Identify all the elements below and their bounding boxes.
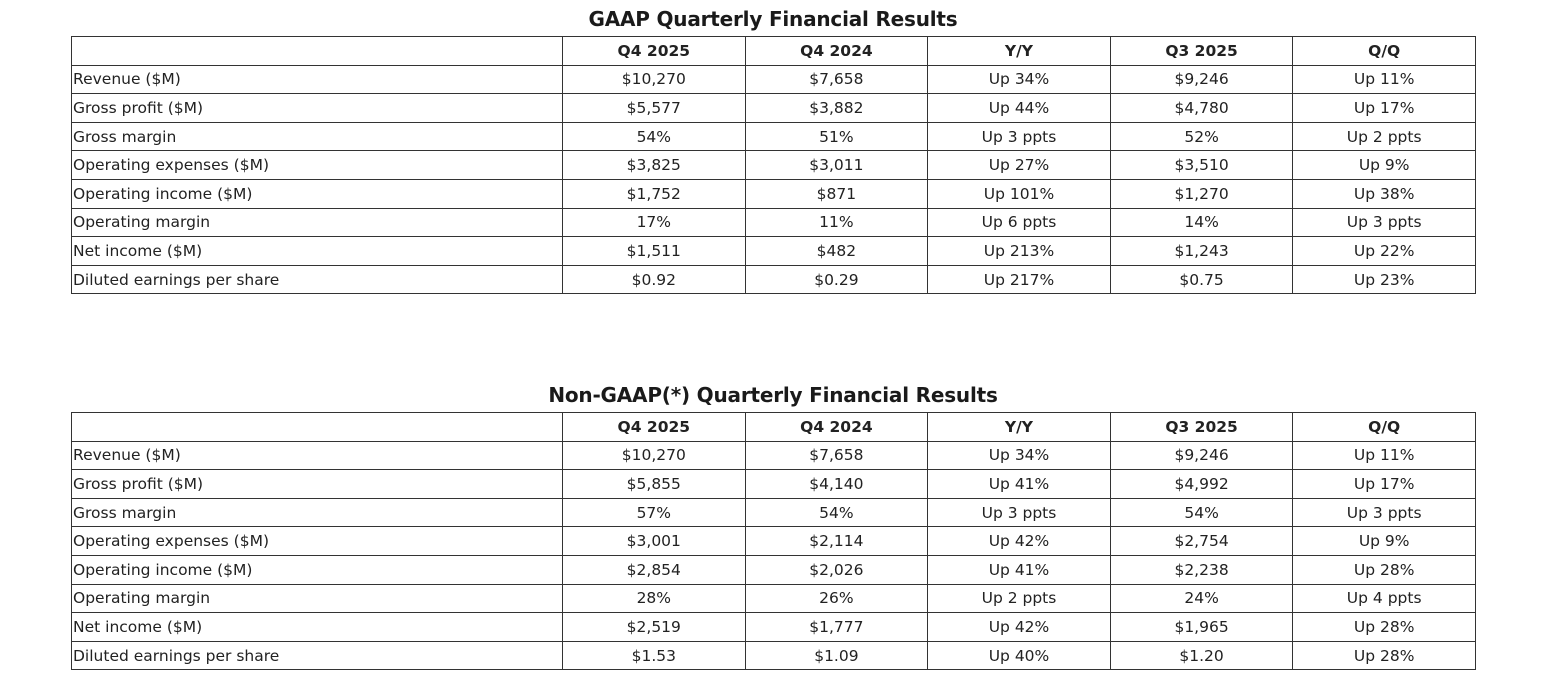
q3-2025-cell: 52%	[1110, 122, 1293, 151]
q4-2024-cell: $2,026	[745, 555, 928, 584]
q4-2025-cell: 54%	[563, 122, 746, 151]
q4-2024-cell: $1.09	[745, 641, 928, 670]
q3-2025-cell: 24%	[1110, 584, 1293, 613]
q4-2025-cell: $2,519	[563, 613, 746, 642]
q4-2024-cell: $871	[745, 179, 928, 208]
q3-2025-cell: 54%	[1110, 498, 1293, 527]
yy-change-cell: Up 41%	[928, 555, 1111, 584]
header-cell-yy: Y/Y	[928, 37, 1111, 66]
q4-2025-cell: $5,577	[563, 94, 746, 123]
qq-change-cell: Up 2 ppts	[1293, 122, 1476, 151]
qq-change-cell: Up 9%	[1293, 151, 1476, 180]
yy-change-cell: Up 40%	[928, 641, 1111, 670]
q4-2024-cell: $2,114	[745, 527, 928, 556]
q4-2024-cell: 51%	[745, 122, 928, 151]
yy-change-cell: Up 213%	[928, 237, 1111, 266]
gaap-table-body	[72, 65, 1476, 294]
header-cell-q4-2025: Q4 2025	[563, 413, 746, 442]
q3-2025-cell: 14%	[1110, 208, 1293, 237]
header-cell-qq: Q/Q	[1293, 37, 1476, 66]
qq-change-cell: Up 22%	[1293, 237, 1476, 266]
q4-2024-cell: $0.29	[745, 265, 928, 294]
header-cell-q3-2025: Q3 2025	[1110, 413, 1293, 442]
metric-label-cell: Operating expenses ($M)	[72, 527, 563, 556]
yy-change-cell: Up 44%	[928, 94, 1111, 123]
table-row	[72, 65, 1476, 94]
table-row	[72, 613, 1476, 642]
metric-label-cell: Gross profit ($M)	[72, 94, 563, 123]
table-row	[72, 237, 1476, 266]
q3-2025-cell: $2,754	[1110, 527, 1293, 556]
table-row	[72, 265, 1476, 294]
yy-change-cell: Up 3 ppts	[928, 122, 1111, 151]
q4-2025-cell: $1,511	[563, 237, 746, 266]
qq-change-cell: Up 28%	[1293, 641, 1476, 670]
metric-label-cell: Gross margin	[72, 122, 563, 151]
q3-2025-cell: $0.75	[1110, 265, 1293, 294]
metric-label-cell: Net income ($M)	[72, 613, 563, 642]
header-cell-qq: Q/Q	[1293, 413, 1476, 442]
qq-change-cell: Up 3 ppts	[1293, 498, 1476, 527]
qq-change-cell: Up 23%	[1293, 265, 1476, 294]
table-row	[72, 641, 1476, 670]
q4-2024-cell: 11%	[745, 208, 928, 237]
gaap-results-table	[71, 36, 1476, 294]
q4-2024-cell: $4,140	[745, 470, 928, 499]
qq-change-cell: Up 3 ppts	[1293, 208, 1476, 237]
q3-2025-cell: $1,965	[1110, 613, 1293, 642]
table-row	[72, 555, 1476, 584]
table-row	[72, 151, 1476, 180]
qq-change-cell: Up 28%	[1293, 613, 1476, 642]
yy-change-cell: Up 3 ppts	[928, 498, 1111, 527]
q4-2024-cell: $7,658	[745, 65, 928, 94]
metric-label-cell: Operating margin	[72, 584, 563, 613]
q3-2025-cell: $4,780	[1110, 94, 1293, 123]
yy-change-cell: Up 41%	[928, 470, 1111, 499]
header-cell-q3-2025: Q3 2025	[1110, 37, 1293, 66]
metric-label-cell: Net income ($M)	[72, 237, 563, 266]
yy-change-cell: Up 217%	[928, 265, 1111, 294]
metric-label-cell: Gross margin	[72, 498, 563, 527]
q3-2025-cell: $1.20	[1110, 641, 1293, 670]
q4-2024-cell: $482	[745, 237, 928, 266]
table-row	[72, 498, 1476, 527]
q3-2025-cell: $4,992	[1110, 470, 1293, 499]
yy-change-cell: Up 42%	[928, 613, 1111, 642]
qq-change-cell: Up 9%	[1293, 527, 1476, 556]
yy-change-cell: Up 101%	[928, 179, 1111, 208]
metric-label-cell: Operating income ($M)	[72, 555, 563, 584]
metric-label-cell: Operating income ($M)	[72, 179, 563, 208]
q3-2025-cell: $9,246	[1110, 65, 1293, 94]
metric-label-cell: Operating margin	[72, 208, 563, 237]
yy-change-cell: Up 34%	[928, 65, 1111, 94]
q4-2025-cell: 17%	[563, 208, 746, 237]
metric-label-cell: Diluted earnings per share	[72, 265, 563, 294]
qq-change-cell: Up 28%	[1293, 555, 1476, 584]
nongaap-results-table	[71, 412, 1476, 670]
q4-2024-cell: $1,777	[745, 613, 928, 642]
q4-2025-cell: 28%	[563, 584, 746, 613]
qq-change-cell: Up 4 ppts	[1293, 584, 1476, 613]
metric-label-cell: Diluted earnings per share	[72, 641, 563, 670]
nongaap-table-title: Non-GAAP(*) Quarterly Financial Results	[548, 383, 998, 407]
q4-2024-cell: $3,882	[745, 94, 928, 123]
yy-change-cell: Up 34%	[928, 441, 1111, 470]
q3-2025-cell: $2,238	[1110, 555, 1293, 584]
table-row	[72, 527, 1476, 556]
q4-2025-cell: $0.92	[563, 265, 746, 294]
nongaap-header-row	[72, 413, 1476, 442]
metric-label-cell: Revenue ($M)	[72, 441, 563, 470]
metric-label-cell: Gross profit ($M)	[72, 470, 563, 499]
q4-2025-cell: $1.53	[563, 641, 746, 670]
header-cell-q4-2025: Q4 2025	[563, 37, 746, 66]
metric-label-cell: Revenue ($M)	[72, 65, 563, 94]
qq-change-cell: Up 11%	[1293, 65, 1476, 94]
gaap-header-row	[72, 37, 1476, 66]
table-row	[72, 94, 1476, 123]
qq-change-cell: Up 11%	[1293, 441, 1476, 470]
q4-2024-cell: 54%	[745, 498, 928, 527]
header-cell-metric	[72, 37, 563, 66]
q4-2025-cell: $10,270	[563, 65, 746, 94]
header-cell-yy: Y/Y	[928, 413, 1111, 442]
yy-change-cell: Up 6 ppts	[928, 208, 1111, 237]
table-row	[72, 470, 1476, 499]
q4-2025-cell: $5,855	[563, 470, 746, 499]
q3-2025-cell: $1,270	[1110, 179, 1293, 208]
q4-2025-cell: $3,001	[563, 527, 746, 556]
table-row	[72, 441, 1476, 470]
q3-2025-cell: $9,246	[1110, 441, 1293, 470]
yy-change-cell: Up 2 ppts	[928, 584, 1111, 613]
qq-change-cell: Up 38%	[1293, 179, 1476, 208]
nongaap-table-body	[72, 441, 1476, 670]
table-row	[72, 122, 1476, 151]
nongaap-results-section	[71, 381, 1475, 670]
qq-change-cell: Up 17%	[1293, 94, 1476, 123]
header-cell-metric	[72, 413, 563, 442]
yy-change-cell: Up 27%	[928, 151, 1111, 180]
table-row	[72, 208, 1476, 237]
q4-2025-cell: $3,825	[563, 151, 746, 180]
q4-2024-cell: $7,658	[745, 441, 928, 470]
gaap-table-title: GAAP Quarterly Financial Results	[588, 7, 958, 31]
q4-2025-cell: $2,854	[563, 555, 746, 584]
q3-2025-cell: $3,510	[1110, 151, 1293, 180]
q3-2025-cell: $1,243	[1110, 237, 1293, 266]
header-cell-q4-2024: Q4 2024	[745, 37, 928, 66]
q4-2024-cell: 26%	[745, 584, 928, 613]
yy-change-cell: Up 42%	[928, 527, 1111, 556]
q4-2024-cell: $3,011	[745, 151, 928, 180]
header-cell-q4-2024: Q4 2024	[745, 413, 928, 442]
qq-change-cell: Up 17%	[1293, 470, 1476, 499]
table-row	[72, 584, 1476, 613]
q4-2025-cell: $1,752	[563, 179, 746, 208]
q4-2025-cell: $10,270	[563, 441, 746, 470]
metric-label-cell: Operating expenses ($M)	[72, 151, 563, 180]
gaap-results-section	[71, 5, 1475, 294]
q4-2025-cell: 57%	[563, 498, 746, 527]
table-row	[72, 179, 1476, 208]
